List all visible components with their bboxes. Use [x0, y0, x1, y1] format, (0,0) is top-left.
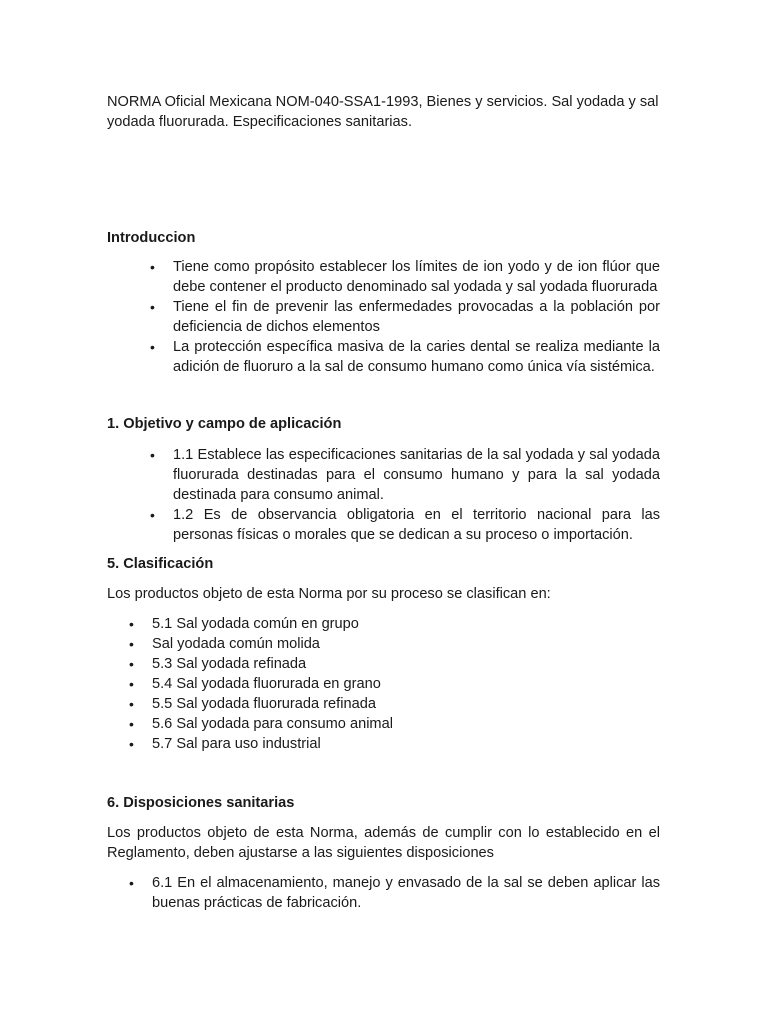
list-item-text: 5.3 Sal yodada refinada: [152, 656, 307, 672]
list-item: [107, 257, 660, 297]
document-page: [107, 92, 660, 913]
bullet-icon: •: [129, 696, 134, 712]
list-item-text: 5.1 Sal yodada común en grupo: [152, 616, 359, 632]
bullet-icon: •: [129, 636, 134, 652]
list-item: [107, 634, 660, 654]
list-item: [107, 714, 660, 734]
section-heading-objetivo: 1. Objetivo y campo de aplicación: [107, 416, 342, 432]
bullet-icon: •: [129, 716, 134, 732]
list-item-text: 5.7 Sal para uso industrial: [152, 736, 321, 752]
list-item-text: La protección específica masiva de la caries dental se realiza mediante la adición de fluoruro a la sal de consumo humano como única vía sistémica.: [173, 339, 660, 375]
bullet-icon: •: [150, 339, 155, 355]
list-item-text: 5.6 Sal yodada para consumo animal: [152, 716, 393, 732]
list-item: [107, 297, 660, 337]
list-item-text: 5.5 Sal yodada fluorurada refinada: [152, 696, 376, 712]
intro-list: [107, 257, 660, 377]
disposiciones-intro: Los productos objeto de esta Norma, además de cumplir con lo establecido en el Reglamento, deben ajustarse a las siguientes disposiciones: [107, 825, 660, 861]
list-item-text: 5.4 Sal yodada fluorurada en grano: [152, 676, 381, 692]
list-item-text: Sal yodada común molida: [152, 636, 320, 652]
clasificacion-intro: Los productos objeto de esta Norma por su proceso se clasifican en:: [107, 586, 551, 602]
bullet-icon: •: [129, 616, 134, 632]
section-heading-disposiciones: 6. Disposiciones sanitarias: [107, 795, 295, 811]
objetivo-list: [107, 445, 660, 545]
document-title: NORMA Oficial Mexicana NOM-040-SSA1-1993, Bienes y servicios. Sal yodada y sal yodada fluorurada. Especificaciones sanitarias.: [107, 94, 659, 130]
section-heading-introduccion: Introduccion: [107, 230, 196, 246]
bullet-icon: •: [150, 259, 155, 275]
disposiciones-list: [107, 873, 660, 913]
list-item-text: 6.1 En el almacenamiento, manejo y envasado de la sal se deben aplicar las buenas prácticas de fabricación.: [152, 875, 660, 911]
clasificacion-list: [107, 614, 660, 754]
list-item: [107, 614, 660, 634]
list-item: [107, 445, 660, 505]
bullet-icon: •: [150, 299, 155, 315]
list-item-text: 1.2 Es de observancia obligatoria en el territorio nacional para las personas físicas o morales que se dedican a su proceso o importación.: [173, 507, 660, 543]
section-heading-clasificacion: 5. Clasificación: [107, 556, 214, 572]
bullet-icon: •: [129, 676, 134, 692]
list-item: [107, 873, 660, 913]
list-item: [107, 654, 660, 674]
list-item: [107, 337, 660, 377]
list-item: [107, 694, 660, 714]
bullet-icon: •: [129, 875, 134, 891]
list-item-text: Tiene el fin de prevenir las enfermedades provocadas a la población por deficiencia de dichos elementos: [173, 299, 660, 335]
bullet-icon: •: [150, 447, 155, 463]
list-item: [107, 734, 660, 754]
list-item: [107, 674, 660, 694]
list-item-text: 1.1 Establece las especificaciones sanitarias de la sal yodada y sal yodada fluorurada destinadas para el consumo humano y para la sal yodada destinada para consumo animal.: [173, 447, 660, 503]
list-item: [107, 505, 660, 545]
bullet-icon: •: [129, 736, 134, 752]
list-item-text: Tiene como propósito establecer los límites de ion yodo y de ion flúor que debe contener el producto denominado sal yodada y sal yodada fluorurada: [173, 259, 660, 295]
bullet-icon: •: [150, 507, 155, 523]
bullet-icon: •: [129, 656, 134, 672]
